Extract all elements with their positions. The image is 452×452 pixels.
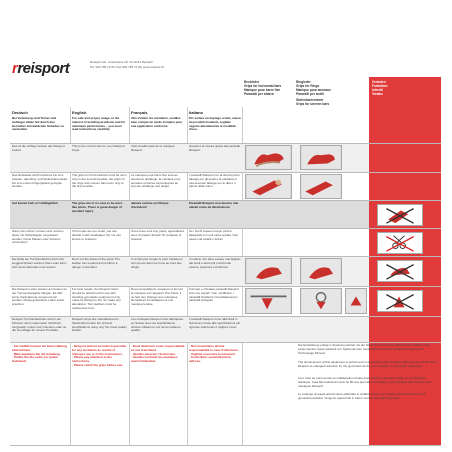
rings-knuckle-photo (300, 174, 342, 199)
row-divider (10, 316, 441, 317)
row4-fr: Si les trous sont trop petits, agrandissez avec du papier abrasif. Ni couteaux ni ciseaux! (131, 230, 185, 241)
footer-note-de: Die Entwicklung erfolgt in Zusammenarbeit mit der Schweizer Kunstturn-Nationalmannschaft. Diese Leder werden heute weltweit von Spitzenturnern verwendet und sind in Qualität, Fertigung und Technologie führend. (298, 343, 431, 355)
warnings-fr (131, 345, 185, 381)
bottom-rule (10, 445, 441, 446)
warn-en-1: - Reisport will not be held responsible for any accidents as results of improper use or of the instructions. (72, 345, 127, 356)
warn-it-2: - Vogliate osservare le istruzioni. (189, 351, 236, 356)
row-divider (10, 172, 441, 173)
warn-en-3: - Please check the grips before use. (72, 362, 124, 367)
header-r-fr: Manique pour anneaux (296, 88, 331, 92)
uneven-bars-photo (345, 288, 367, 314)
warn-de-3: - Prüfen Sie die Leder vor jedem Gebrauch. (12, 355, 58, 364)
header-horizontal-bar (244, 80, 281, 96)
row3-en: The grips are in no case to be worn like photo. There is great danger of accident injury. (72, 202, 123, 213)
row7-fr: Les maniques Reisport sont fabriquées en Suisse avec les spécifications strictes utilisant le cuir de la meilleure qualité. (131, 318, 184, 333)
warn-de-1: - Für Gefälle können wir keine Haftung übernehmen. (12, 345, 67, 352)
forbidden-en: Forbidden (372, 84, 388, 88)
row2-de: Das Reckleder darf höchstens bis zum zweiten, das Ring- und Stufenbarrenleder bis zum ersten Fingergelenk gezogen werden. (12, 174, 68, 189)
intro-de: Bei Verletzung sind Turner und Anfänger bitten Sie durch den Hersteller entstandenen Schaden zu vermeiden. (12, 117, 64, 132)
hand-knuckle-photo (245, 174, 292, 199)
row7-en: Reisport Grips are manufactured in Switzerland under the strictest specifications using only the finest quality leather. (72, 318, 127, 333)
row1-it: Questa è la misura giusta del paracalli Reisport. (189, 145, 240, 152)
rings-dowel-photo (300, 258, 342, 284)
header-hb-it: Paracalli per sbarra (244, 92, 274, 96)
forbidden-it: Vietato (372, 92, 383, 96)
logo-mark: r (12, 60, 18, 77)
hand-grip-size-photo (245, 145, 292, 170)
header-r-de: Ringleder (296, 80, 311, 84)
header-hb-fr: Manique pour barre fixe (244, 88, 281, 92)
lang-en: English (72, 110, 87, 115)
address-line-1: Reisport AG, Jurastrasse 29, CH-4114 Reinach (90, 60, 153, 64)
row6-de: Die Reisport Leder werden am besten an der Turnsessionjacke hängen. Es darf keine Veränderung vorgenommen werden. Rissig gewordene Leder sofort ersetzen. (12, 288, 67, 307)
row3-it: Paracalli Reisport non devono mai calzati come da illustrazione. (189, 202, 239, 209)
forbidden-de: Verboten (372, 80, 386, 84)
logo-text: reisport (17, 60, 70, 77)
warnings-en (72, 345, 127, 381)
lang-de: Deutsch (12, 110, 28, 115)
warn-en-2: - Please pay attention to the instructions. (72, 355, 112, 364)
lang-it: Italiano (189, 110, 204, 115)
rings-grip-size-photo (300, 145, 342, 170)
row1-fr: Voici la taille juste de la manique Reisport. (131, 145, 175, 152)
warnings-it (189, 345, 241, 381)
row1-de: Das ist die richtige Grösse des Reisport Leders. (12, 145, 65, 152)
header-rings (296, 80, 331, 96)
row6-en: For best results, the Reisport Grips should be performed for use with standing gymnastic equipment (only made by Reisport). Do not make any alterations. Torn leathers must be replaced at once. (72, 288, 121, 310)
row-divider (10, 143, 441, 144)
warn-de-2: - Mitte beachten Sie die Anleitung. (12, 351, 61, 356)
row2-fr: La manique pour barre fixe sera au deuxième phalange, la manique pour anneaux et barres asymétriques au premier phalange des doigts. (131, 174, 181, 189)
dowel-photo (245, 258, 292, 284)
header-hb-de: Reckleder (244, 80, 260, 84)
company-address (90, 60, 240, 69)
forbidden-header (372, 80, 388, 96)
header-uneven-bars (296, 98, 329, 106)
intro-fr: Afin d'éviter les accidents, veuillez bien compte de mode d'emploi pour une application conforme. (131, 117, 183, 128)
row-divider (10, 228, 441, 229)
footer-note-fr: Leur mise au point se fait en collaboration étroite avec l'équipe nationale Suisse de gymnastique artistique. Cela fait maintenant plus de 80 ans que l'élite mondiale en gymnastique fait confiance aux maniques Reisport. (298, 376, 432, 388)
forbidden-cut-dowel-icon (377, 260, 423, 282)
intro-en: For safe and proper usage, in the interest of avoiding accidents and for maximum performance – you must read instructions carefully. (72, 117, 126, 132)
reisport-logo (12, 60, 69, 77)
row-divider (10, 286, 441, 287)
forbidden-fr: Interdit (372, 88, 383, 92)
warn-fr-3: - Veuillez contrôler les maniques avant l'utilisation. (131, 355, 178, 364)
row5-de: Die Rolle am Turnbandschuh darf nicht weggeschnitten werden! Das Leder kann sich sonst überrollen und reissen. (12, 258, 67, 269)
row4-en: If the holes are too small, you can abrade it with sandpaper. Do not use knives or scissors! (72, 230, 121, 241)
row4-it: Se i buchi fossero troppo piccoli allargateli con una carta vetrata. Non usare mai coltelli o forbici. (189, 230, 239, 241)
forbidden-scissors-icon (377, 232, 423, 254)
row2-it: I paracalli Reisport per la sbarra primo falange per gli anelli e la parallela si usa secondo falange per le dita e il palmo della mano. (189, 174, 240, 189)
row6-fr: Recommandations: préparez et fermez la manique sur l'appareil. Par d'avis: il ne faut rien changer aux maniques. Remplacez immédiatement une manique fendue. (131, 288, 183, 307)
lang-fr: Français (131, 110, 148, 115)
header-r-en: Grips for Rings (296, 84, 320, 88)
row3-fr: Jamais comme ça! Risque d'accident! (131, 202, 169, 209)
header-ub-de: Stufenbarrenleder (296, 98, 324, 102)
header-hb-en: Grips for horizontal bars (244, 84, 282, 88)
warn-fr-1: - Nous déclinons toute responsabilité en cas d'accident. (131, 345, 185, 352)
intro-it: Per evitare un impiego errato, causa di possibili incidenti, vogliate seguire attentamente le modalità d'uso. (189, 117, 241, 132)
row7-it: I paracalli Reisport sono fabbricati in Svizzera in base alle specificazioni più rigorose utilizzando il migliore cuoio. (189, 318, 241, 329)
row4-de: Wenn die Löcher zu klein sind, können diese mit Schleifpapier vergrössert werden. Keine Messer oder Scheren verwenden! (12, 230, 64, 245)
forbidden-wrong-wear-icon (377, 204, 423, 226)
rings-apparatus-photo (300, 288, 342, 314)
row-divider (10, 200, 441, 201)
footer-note-en: The development of this equipment is performed in cooperation with the Swiss National Gymnastic Team. Respect to enlarged reduction by the gymnastic as the proven leader in gymnastic equipment. (298, 360, 438, 368)
warn-it-1: - Non assumiamo alcuna responsabilità in caso d'infortunio. (189, 345, 239, 352)
row3-de: Auf keinen Fall so! Unfallgefahr! (12, 202, 59, 205)
apparatus-photo (245, 288, 292, 314)
warn-it-3: - Controllare i paracalli prima dell'uso. (189, 355, 231, 364)
row5-en: Don't cut the dowel of the grips! The leather can expand and it will be a danger of accident. (72, 258, 120, 269)
row1-en: This is the correct size for your Reisport Grips. (72, 145, 125, 152)
row5-fr: Il ne faut pas couper le petit rouleau en cuir qui est dans les trous au bout des doigts. (131, 258, 183, 269)
forbidden-alter-icon (377, 290, 423, 312)
header-ub-en: Grips for uneven bars (296, 102, 330, 106)
row6-it: Formate e chiudete paracalli Reisport solo con esperti. Non modificare i paracalli.Sostituire immediatamente i paracalli strappati. (189, 288, 239, 303)
footer-note-it: Lo sviluppo di questi articoli viene effettuato in collaborazione con l'equipe nazionale Svizzera di ginnastica artistica. Vengono apprezzati in tutto il mondo dai migliori ginnasti. (298, 392, 426, 400)
row7-de: Reisport Turnhandschuhe sind in der Schweiz nach modernsten Verfahren hergestellt. Gutes und robustes Leder ist die Grundlage für unsere Produkte. (12, 318, 67, 333)
row-divider (10, 256, 441, 257)
warn-fr-2: - Veuillez observer l'instruction. (131, 351, 177, 356)
warnings-de (12, 345, 68, 381)
row5-it: Il rotolino non deve essere mai tagliato dai fondi o dai bordi o dal bordo esterno superiore ed inferiore. (189, 258, 241, 269)
header-r-it: Paracalli per anelli (296, 92, 324, 96)
address-line-2: Tel. 062 765 72 00, Fax 062 765 72 99, www.reisport.ch (90, 64, 165, 69)
row2-en: The grips for horizontal bar must be worn only to the second knuckle, the grips for the rings and uneven bars worn only to the first knuckle. (72, 174, 127, 189)
